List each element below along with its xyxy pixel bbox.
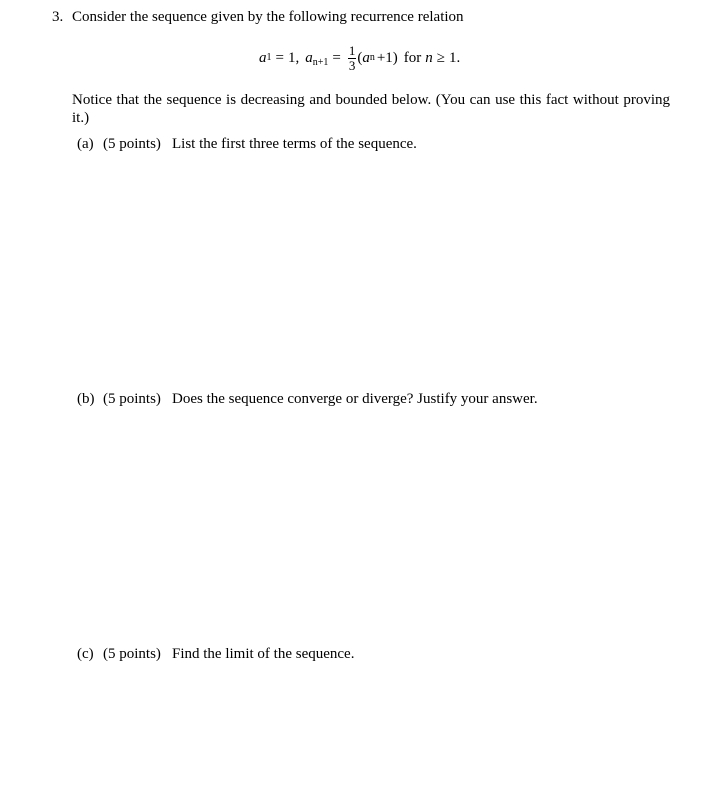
problem-number: 3. bbox=[52, 9, 64, 25]
formula-bound: 1. bbox=[449, 49, 461, 66]
part-b-points: (5 points) bbox=[103, 391, 161, 407]
formula-an1: a bbox=[305, 49, 313, 66]
formula-geq: ≥ bbox=[436, 49, 446, 66]
formula-an1-sub: n+1 bbox=[312, 56, 329, 68]
notice-text: Notice that the sequence is decreasing and bounded below. (You can use this fact without proving it.) bbox=[72, 92, 670, 126]
formula-eq2: = bbox=[332, 49, 341, 66]
part-a bbox=[77, 136, 417, 153]
part-b-question: Does the sequence converge or diverge? Justify your answer. bbox=[172, 391, 538, 407]
formula-a1: a bbox=[259, 49, 267, 66]
part-b-label: (b) bbox=[77, 391, 95, 407]
part-c-points: (5 points) bbox=[103, 646, 161, 662]
formula-a1-value: 1, bbox=[287, 49, 300, 66]
part-b bbox=[77, 391, 538, 408]
part-a-points: (5 points) bbox=[103, 136, 161, 152]
part-c-label: (c) bbox=[77, 646, 94, 662]
recurrence-formula: a 1 = 1, $a_{n+1}$ = $\frac{1}{3}$ ( a n +1) for n ≥ 1. bbox=[259, 42, 461, 73]
formula-an: a bbox=[362, 49, 370, 66]
formula-paren-open: ( bbox=[357, 49, 363, 66]
fraction-denominator: 3 bbox=[348, 57, 356, 73]
fraction-numerator: 1 bbox=[348, 42, 356, 58]
formula-for: for bbox=[403, 49, 422, 66]
formula-n: n bbox=[425, 49, 433, 66]
formula-plus-one: +1) bbox=[376, 49, 398, 66]
problem-intro: Consider the sequence given by the following recurrence relation bbox=[72, 9, 464, 25]
part-a-label: (a) bbox=[77, 136, 94, 152]
formula-eq1: = bbox=[275, 49, 284, 66]
part-a-question: List the first three terms of the sequence. bbox=[172, 136, 417, 152]
part-c-question: Find the limit of the sequence. bbox=[172, 646, 355, 662]
formula-fraction bbox=[348, 44, 357, 73]
part-c bbox=[77, 646, 354, 663]
